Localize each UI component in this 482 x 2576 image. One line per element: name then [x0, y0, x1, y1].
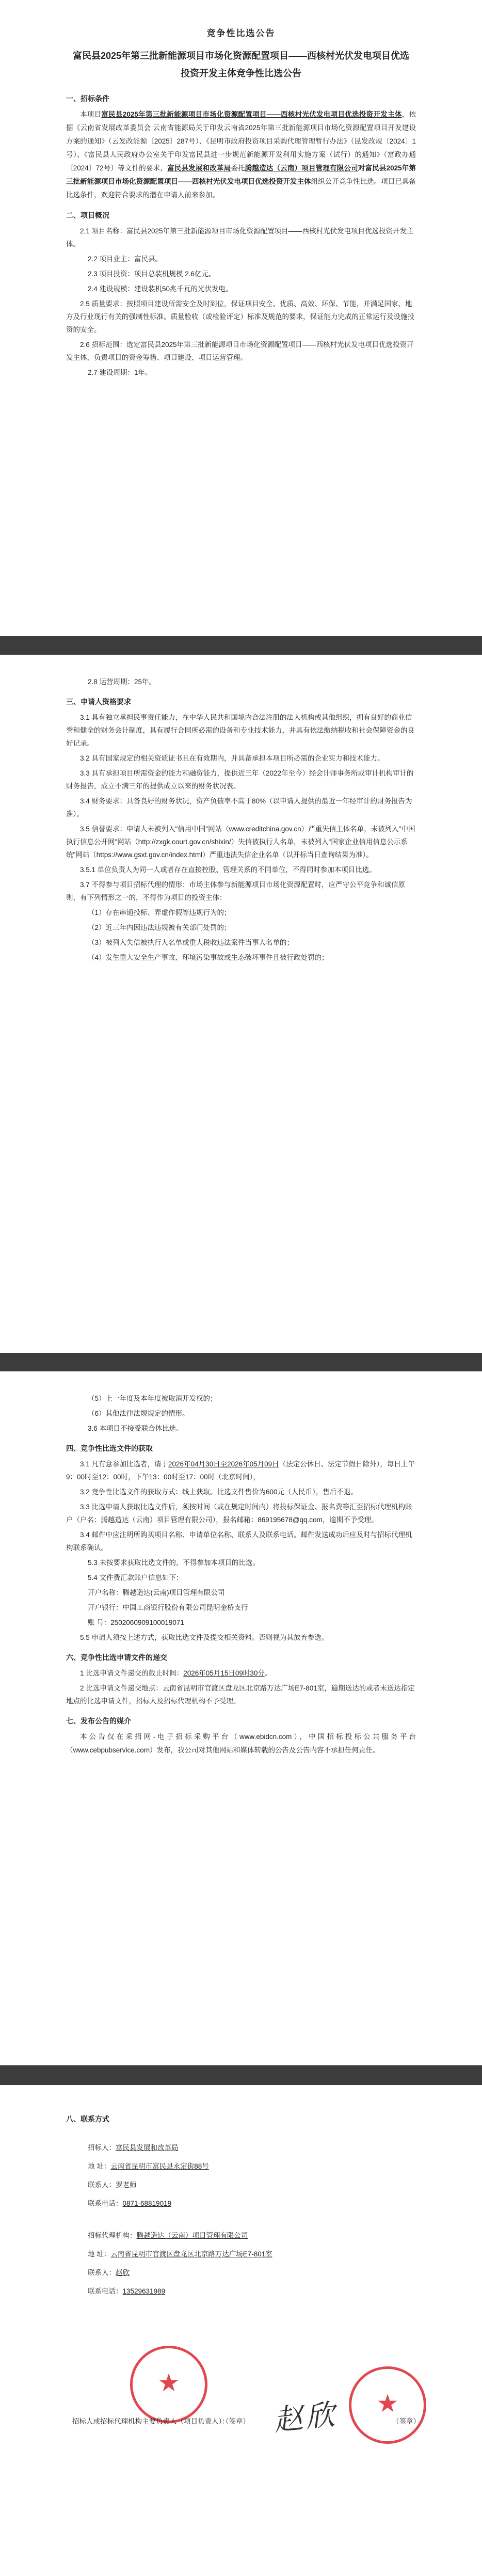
owner-name-row: 招标人：富民县发展和改革局 [88, 2144, 179, 2152]
section-3-list-item: （6）其他法律法规规定的情形。 [88, 1410, 189, 1417]
agent-name-row: 招标代理机构：腾越造达（云南）项目管理有限公司 [88, 2232, 248, 2239]
section-heading-4: 四、竞争性比选文件的获取 [66, 1444, 153, 1452]
section-4-item: 3.1 凡有意参加比选者，请于2026年04月30日至2026年05月09日（法定公休日、法定节假日除外），每日上午9：00时至12：00时，下午13：00时至17：00时（北京时间）， [66, 1460, 415, 1481]
section-5-item: 1 比选申请文件递交的截止时间：2026年05月15日09时30分。 [80, 1669, 272, 1677]
document-page-3 [0, 1371, 482, 2065]
section-4-item: 5.4 文件费汇款账户信息如下： [88, 1574, 183, 1582]
account-bank-row: 开户银行：中国工商银行股份有限公司昆明金桥支行 [88, 1604, 248, 1611]
section-3-item: 3.7 不得参与项目招标代理的情形：市场主体参与新能源项目市场化资源配置时，应严守公平竞争和诚信原则，有下列情形之一的，不得作为项目的投资主体： [66, 881, 406, 902]
section-7-paragraph: 本公告仅在采招网-电子招标采购平台（www.ebidcn.com），中国招标投标公共服务平台（www.cebpubservice.com）发布，我公司对其他网站和媒体转载的公告及公告内容不承担任何责任。 [66, 1733, 416, 1754]
document-page-4 [0, 2085, 482, 2576]
section-3-item: 3.4 财务要求：具备良好的财务状况，资产负债率不高于80%（以申请人提供的最近一年经审计的财务报告为准）。 [66, 797, 412, 818]
document-page-1 [0, 0, 482, 636]
section-heading-3: 三、申请人资格要求 [66, 698, 131, 706]
account-number-row: 账 号：2502060909100019071 [88, 1619, 184, 1626]
section-2-item: 2.6 招标范围：选定富民县2025年第三批新能源项目市场化资源配置项目——西核村光伏发电项目优选投资开发主体，负责项目的资金筹措、项目建设、项目运营管理。 [66, 341, 414, 361]
section-3-list-item: （3）被列入失信被执行人名单或重大税收违法案件当事人名单的； [88, 939, 294, 946]
section-3-item: 3.6 本项目不接受联合体比选。 [88, 1425, 183, 1432]
section-3-list-item: （4）发生重大安全生产事故、环境污染事故或生态破坏事件且被行政处罚的； [88, 954, 329, 961]
handwritten-signature: 赵欣 [272, 2397, 340, 2438]
section-4-item: 3.2 竞争性比选文件的获取方式：线上获取。比选文件售价为600元（人民币），售后不退。 [80, 1488, 358, 1496]
agent-phone-row: 联系电话：13529631989 [88, 2287, 166, 2295]
document-page-2 [0, 655, 482, 1353]
section-2-item: 2.8 运营周期：25年。 [88, 678, 156, 686]
section-3-list-item: （5）上一年度及本年度被取消开发权的； [88, 1395, 217, 1402]
section-1-paragraph: 本项目富民县2025年第三批新能源项目市场化资源配置项目——西核村光伏发电项目优选投资开发主体，依据《云南省发展改革委员会 云南省能源局关于印发云南省2025年第三批新能源项目市场化资源配置项目开发建设方案的通知》（云发改能源〔2025〕287号）、《昆明市政府投资项目采购代理管理暂行办法》（昆发改规〔2024〕1号）、《富民县人民政府办公室关于印发富民县进一步规范新能源开发利用实施方案（试行）的通知》（富政办通〔2024〕72号）等文件的要求，富民县发展和改革局委托腾越造达（云南）项目管理有限公司对富民县2025年第三批新能源项目市场化资源配置项目——西核村光伏发电项目优选投资开发主体组织公开竞争性比选。项目已具备比选条件，欢迎符合要求的潜在申请人前来参加。 [66, 110, 416, 199]
section-2-item: 2.3 项目投资：项目总装机规模 2.6亿元。 [88, 270, 216, 278]
section-heading-2: 二、项目概况 [66, 211, 109, 219]
agent-contact-block [66, 2226, 416, 2301]
agent-seal-stamp: ★ [349, 2366, 426, 2444]
section-2-item: 2.1 项目名称：富民县2025年第三批新能源项目市场化资源配置项目——西核村光伏发电项目优选投资开发主体。 [66, 227, 414, 248]
document-subtitle: 竞争性比选公告 [206, 28, 276, 38]
owner-contact-row: 联系人：罗老师 [88, 2181, 137, 2189]
legal-representative-line: 招标人或招标代理机构主要负责人（项目负责人）： [72, 2417, 229, 2425]
owner-address-row: 地 址：云南省昆明市富民县永定街88号 [88, 2162, 209, 2170]
section-3-item: 3.5 信誉要求：申请人未被列入"信用中国"网站（www.creditchina.gov.cn）严重失信主体名单，未被列入"中国执行信息公开网"网站（http://zxgk.court.gov.cn/shixin/）失信被执行人名单，未被列入"国家企业信用信息公示系统"网站（https://www.gsxt.gov.cn/index.html）严重违法失信企业名单（以开标当日查询结果为准）。 [66, 825, 415, 859]
section-4-item: 5.5 申请人须按上述方式，获取比选文件及提交相关资料。否则视为其放弃参选。 [80, 1634, 329, 1641]
section-2-item: 2.5 质量要求：按照项目建设所需安全及时到位，保证项目安全、优质、高效、环保、节能，并满足国家、地方及行业现行有关的强制性标准。质量验收（或检验评定）标准及规范的要求，保证能力完成的正常运行及设施投资的安全。 [66, 300, 414, 334]
stamp-label-left: （签章） [222, 2417, 250, 2425]
section-2-item: 2.4 建设规模：建设装机50兆千瓦的光伏发电。 [88, 285, 233, 293]
section-4-item: 3.4 邮件中应注明所购买项目名称、申请单位名称、联系人及联系电话。邮件发送成功后应及时与招标代理机构联系确认。 [66, 1531, 412, 1552]
section-3-item: 3.1 具有独立承担民事责任能力，在中华人民共和国境内合法注册的法人机构或其他组织，拥有良好的商业信誉和健全的财务会计制度，具有履行合同所必需的设备和专业技术能力，并具有依法缴纳税收和社会保障资金的良好记录。 [66, 714, 414, 747]
section-3-item: 3.2 具有国家规定的相关资质证书且在有效期内，并具备承担本项目所必需的企业实力和技术能力。 [80, 754, 384, 762]
section-4-item: 3.3 比选申请人获取比选文件后，须按时间（或在规定时间内）将投标保证金、报名费等汇至招标代理机构账户（户名：腾越造达（云南）项目管理有限公司），报名邮箱：869195678@qq.com，逾期不予受理。 [66, 1503, 412, 1524]
owner-contact-block [66, 2139, 416, 2213]
document-title: 富民县2025年第三批新能源项目市场化资源配置项目——西核村光伏发电项目优选投资开发主体竞争性比选公告 [72, 51, 410, 78]
section-3-list-item: （2）近三年内因违法违规被有关部门处罚的； [88, 924, 231, 931]
section-2-item: 2.2 项目业主：富民县。 [88, 255, 163, 263]
section-heading-8: 八、联系方式 [66, 2115, 109, 2123]
section-2-item: 2.7 建设周期：1年。 [88, 369, 152, 376]
owner-phone-row: 联系电话：0871-68819019 [88, 2200, 172, 2207]
section-heading-7: 七、发布公告的媒介 [66, 1717, 131, 1725]
section-heading-1: 一、招标条件 [66, 94, 109, 103]
section-3-item: 3.5.1 单位负责人为同一人或者存在直接控股、管理关系的不同单位，不得同时参加本项目比选。 [80, 866, 376, 874]
stamp-label-right: （签章） [392, 2417, 420, 2425]
section-3-item: 3.3 具有承担项目所需资金的能力和融资能力，提供近三年（2022年至今）经会计师事务所或审计机构审计的财务报告，成立不满三年的提供成立以来的财务状况表。 [66, 769, 414, 790]
section-4-item: 5.3 未按要求获取比选文件的，不得参加本项目的比选。 [88, 1559, 260, 1567]
section-3-list-item: （1）存在串通投标、弄虚作假等违规行为的； [88, 909, 231, 916]
section-5-item: 2 比选申请文件递交地点：云南省昆明市官渡区盘龙区北京路万达广场E7-801室，逾期送达的或者未送达指定地点的比选申请文件，招标人及招标代理机构不予受理。 [66, 1684, 415, 1705]
official-seal-stamp: ★ [130, 2346, 207, 2423]
agent-contact-row: 联系人：赵欣 [88, 2269, 130, 2277]
agent-address-row: 地 址：云南省昆明市官渡区盘龙区北京路万达广场E7-801室 [88, 2250, 272, 2258]
section-heading-5: 六、竞争性比选申请文件的递交 [66, 1653, 167, 1662]
account-name-row: 开户名称：腾越造达(云南)项目管理有限公司 [88, 1589, 225, 1597]
